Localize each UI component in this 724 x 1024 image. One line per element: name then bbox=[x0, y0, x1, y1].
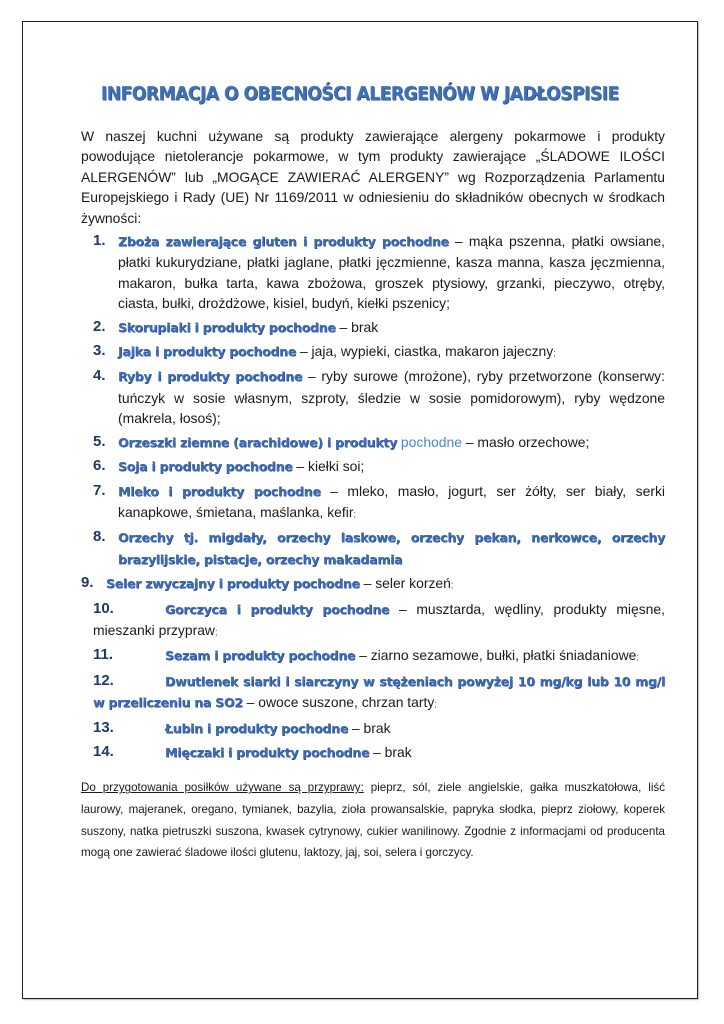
allergen-heading: Skorupiaki i produkty pochodne bbox=[118, 319, 336, 335]
allergen-details: seler korzeń bbox=[375, 575, 451, 592]
allergen-heading-light: pochodne bbox=[397, 433, 462, 450]
allergen-heading: Łubin i produkty pochodne bbox=[165, 720, 349, 736]
item-number: 6. bbox=[93, 457, 106, 475]
allergen-details: brak bbox=[351, 318, 379, 335]
dash: – bbox=[242, 694, 259, 711]
allergen-heading: Ryby i produkty pochodne bbox=[118, 369, 303, 385]
allergen-details: ziarno sezamowe, bułki, płatki śniadaniowe bbox=[370, 647, 637, 664]
intro-paragraph: W naszej kuchni używane są produkty zawierające alergeny pokarmowe i produkty powodujące nietolerancje pokarmowe, w tym produkty zawierające „ŚLADOWE ILOŚCI ALERGENÓW” lub „MOGĄCE ZAWIERAĆ ALERGENY” wg Rozporządzenia Parlamentu Europejskiego i Rady (UE) Nr 1169/2011 w odniesieniu do składników obecnych w środkach żywności: bbox=[81, 128, 665, 226]
dash: – bbox=[296, 343, 312, 360]
allergen-details: musztarda, wędliny, produkty mięsne, mieszanki przypraw bbox=[93, 600, 665, 638]
allergen-heading: Sezam i produkty pochodne bbox=[165, 648, 356, 664]
document-body bbox=[81, 126, 665, 875]
item-number: 2. bbox=[93, 317, 106, 335]
item-end: ; bbox=[214, 626, 218, 637]
allergen-item bbox=[81, 317, 665, 338]
allergen-item bbox=[81, 527, 665, 570]
item-number: 4. bbox=[93, 367, 106, 385]
item-number: 5. bbox=[93, 432, 106, 450]
allergen-item bbox=[81, 671, 665, 715]
dash: – bbox=[359, 575, 376, 592]
allergen-heading: Orzeszki ziemne (arachidowe) i produkty bbox=[118, 434, 398, 450]
item-number: 11. bbox=[93, 646, 114, 664]
allergen-details: owoce suszone, chrzan tarty bbox=[258, 694, 435, 711]
item-end: ; bbox=[353, 508, 356, 519]
allergen-details: kiełki soi; bbox=[308, 458, 365, 475]
allergen-details: brak bbox=[363, 719, 391, 736]
item-end: ; bbox=[553, 348, 556, 359]
item-number: 8. bbox=[93, 528, 106, 546]
dash: – bbox=[320, 482, 348, 499]
document-page bbox=[22, 21, 698, 999]
item-number: 12. bbox=[93, 671, 114, 689]
dash: – bbox=[335, 318, 352, 335]
allergen-heading: Mleko i produkty pochodne bbox=[118, 483, 321, 499]
spices-note-text: pieprz, sól, ziele angielskie, gałka muszkatołowa, liść laurowy, majeranek, oregano, tymianek, bazylia, zioła prowansalskie, papryka słodka, pieprz ziołowy, koperek suszony, natka pietruszki suszona, kwasek cytrynowy, cukier wanilinowy. Zgodnie z informacjami od producenta mogą one zawierać śladowe ilości glutenu, laktozy, jaj, soi, selera i gorczycy. bbox=[81, 781, 666, 860]
item-number: 13. bbox=[93, 718, 114, 736]
item-number: 3. bbox=[93, 342, 106, 360]
dash: – bbox=[369, 743, 385, 760]
dash: – bbox=[348, 719, 364, 736]
dash: – bbox=[355, 647, 371, 664]
allergen-item bbox=[81, 645, 665, 667]
item-number: 1. bbox=[93, 232, 106, 250]
allergen-details: brak bbox=[384, 743, 412, 760]
allergen-details: mleko, masło, jogurt, ser żółty, ser biały, serki kanapkowe, śmietana, maślanka, kefir bbox=[118, 482, 665, 520]
allergen-item bbox=[81, 599, 665, 643]
allergen-item bbox=[81, 718, 665, 739]
item-number: 14. bbox=[93, 742, 114, 760]
allergen-item bbox=[81, 742, 665, 763]
document-title: INFORMACJA O OBECNOŚCI ALERGENÓW W JADŁOSPISIE bbox=[101, 84, 619, 105]
spices-note bbox=[81, 777, 665, 863]
item-end: ; bbox=[450, 580, 454, 591]
allergen-heading: Seler zwyczajny i produkty pochodne bbox=[106, 576, 360, 592]
allergen-item bbox=[81, 456, 665, 477]
item-end: ; bbox=[636, 652, 639, 663]
allergen-details: ryby surowe (mrożone), ryby przetworzone (konserwy: tuńczyk w sosie własnym, szproty, śledzie w sosie pomidorowym), ryby wędzone (makrela, łosoś); bbox=[118, 368, 665, 427]
dash: – bbox=[302, 368, 322, 385]
allergen-details: jaja, wypieki, ciastka, makaron jajeczny bbox=[311, 343, 554, 360]
item-end: ; bbox=[434, 699, 437, 710]
allergen-details: masło orzechowe; bbox=[477, 433, 590, 450]
allergen-item bbox=[81, 231, 665, 314]
allergen-item bbox=[81, 366, 665, 428]
allergen-item bbox=[81, 432, 665, 453]
allergen-item bbox=[81, 341, 665, 363]
allergen-item bbox=[81, 573, 665, 595]
item-number: 10. bbox=[93, 599, 114, 617]
allergen-heading: Soja i produkty pochodne bbox=[118, 459, 293, 475]
allergen-heading: Jajka i produkty pochodne bbox=[118, 344, 297, 360]
item-number: 9. bbox=[81, 574, 94, 592]
dash: – bbox=[292, 458, 308, 475]
allergen-list bbox=[81, 231, 665, 763]
item-number: 7. bbox=[93, 481, 106, 499]
allergen-item bbox=[81, 481, 665, 525]
allergen-heading: Orzechy tj. migdały, orzechy laskowe, orzechy pekan, nerkowce, orzechy brazylijskie, pistacje, orzechy makadamia bbox=[118, 530, 665, 567]
dash: – bbox=[461, 433, 478, 450]
allergen-heading: Gorczyca i produkty pochodne bbox=[165, 601, 390, 617]
spices-note-lead: Do przygotowania posiłków używane są przyprawy: bbox=[81, 781, 364, 795]
dash: – bbox=[389, 600, 417, 617]
allergen-heading: Dwutlenek siarki i siarczyny w stężeniach powyżej 10 mg/kg lub 10 mg/l w przeliczeniu na SO2 bbox=[93, 673, 665, 711]
allergen-details: mąka pszenna, płatki owsiane, płatki kukurydziane, płatki jaglane, płatki jęczmienne, kasza manna, kasza jęczmienna, makaron, bułka tarta, kawa zbożowa, groszek ptysiowy, grzanki, pieczywo, otręby, ciasta, bułki, drożdżowe, kisiel, budyń, kiełki pszenicy; bbox=[118, 233, 666, 312]
allergen-heading: Zboża zawierające gluten i produkty pochodne bbox=[118, 234, 449, 250]
allergen-heading: Mięczaki i produkty pochodne bbox=[165, 744, 370, 760]
dash: – bbox=[448, 233, 469, 250]
